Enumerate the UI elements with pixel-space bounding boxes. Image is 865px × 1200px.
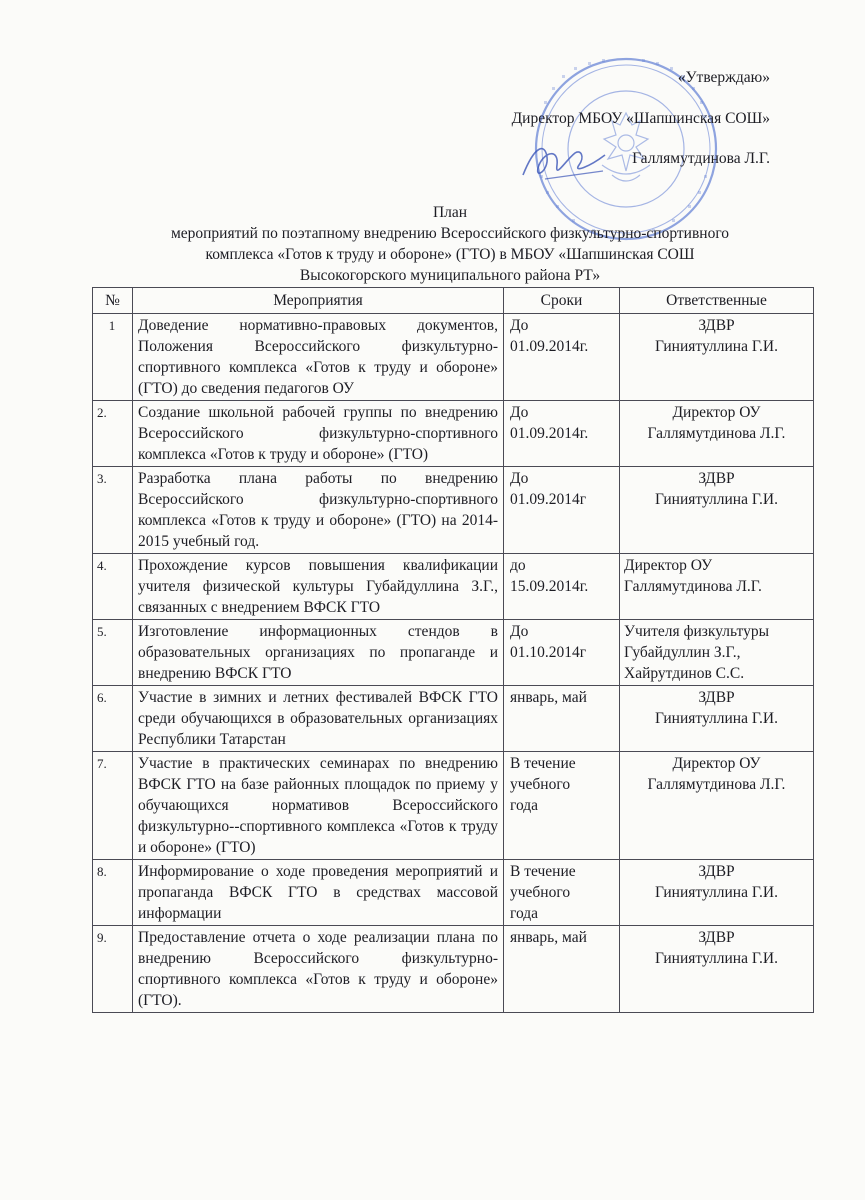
date-line: 15.09.2014г. xyxy=(510,578,589,595)
row-dates xyxy=(504,467,620,554)
resp-line: ЗДВР xyxy=(698,689,735,706)
row-num: 5. xyxy=(93,620,133,686)
title-line-1: План xyxy=(432,204,468,221)
row-dates xyxy=(504,314,620,401)
row-dates xyxy=(504,554,620,620)
resp-line: Гиниятуллина Г.И. xyxy=(655,884,778,901)
date-line: В течение xyxy=(510,863,576,880)
row-activity: Создание школьной рабочей группы по внедрению Всероссийского физкультурно-спортивного комплекса «Готов к труду и обороне» (ГТО) xyxy=(133,401,504,467)
table-row xyxy=(93,752,814,860)
resp-line: ЗДВР xyxy=(698,863,735,880)
row-num: 1 xyxy=(93,314,133,401)
header-activity: Мероприятия xyxy=(133,288,504,314)
row-responsible xyxy=(620,620,814,686)
date-line: 01.09.2014г xyxy=(510,491,587,508)
date-line: 01.09.2014г. xyxy=(510,425,589,442)
row-responsible xyxy=(620,686,814,752)
row-dates xyxy=(504,401,620,467)
table-row xyxy=(93,860,814,926)
resp-line: Директор ОУ xyxy=(672,404,761,421)
row-num: 3. xyxy=(93,467,133,554)
row-dates xyxy=(504,752,620,860)
resp-line: Губайдуллин З.Г., xyxy=(624,644,741,661)
row-dates xyxy=(504,926,620,1013)
date-line: учебного xyxy=(510,776,571,793)
row-dates xyxy=(504,686,620,752)
resp-line: Директор ОУ xyxy=(624,557,713,574)
row-responsible xyxy=(620,554,814,620)
header-responsible: Ответственные xyxy=(620,288,814,314)
approval-signatory: Галлямутдинова Л.Г. xyxy=(632,150,770,167)
title-line-2: мероприятий по поэтапному внедрению Всероссийского физкультурно-спортивного xyxy=(170,225,730,242)
table-row xyxy=(93,314,814,401)
resp-line: ЗДВР xyxy=(698,317,735,334)
document-title xyxy=(100,202,800,286)
row-responsible xyxy=(620,401,814,467)
resp-line: Гиниятуллина Г.И. xyxy=(655,950,778,967)
row-activity: Прохождение курсов повышения квалификации учителя физической культуры Губайдуллина З.Г., связанных с внедрением ВФСК ГТО xyxy=(133,554,504,620)
date-line: года xyxy=(510,797,539,814)
row-num: 9. xyxy=(93,926,133,1013)
date-line: До xyxy=(510,623,529,640)
approval-block xyxy=(512,70,770,167)
resp-line: Галлямутдинова Л.Г. xyxy=(647,425,786,442)
date-line: учебного xyxy=(510,884,571,901)
resp-line: Галлямутдинова Л.Г. xyxy=(647,776,786,793)
row-num: 2. xyxy=(93,401,133,467)
resp-line: Гиниятуллина Г.И. xyxy=(655,491,778,508)
table-row xyxy=(93,554,814,620)
row-activity: Предоставление отчета о ходе реализации плана по внедрению Всероссийского физкультурно-спортивного комплекса «Готов к труду и обороне» (ГТО). xyxy=(133,926,504,1013)
resp-line: Учителя физкультуры xyxy=(624,623,769,640)
row-num: 6. xyxy=(93,686,133,752)
date-line: 01.10.2014г xyxy=(510,644,587,661)
date-line: До xyxy=(510,470,529,487)
title-line-4: Высокогорского муниципального района РТ» xyxy=(299,267,601,284)
date-line: До xyxy=(510,404,529,421)
resp-line: Гиниятуллина Г.И. xyxy=(655,710,778,727)
table-header-row xyxy=(93,288,814,314)
approval-position: Директор МБОУ «Шапшинская СОШ» xyxy=(511,109,770,127)
row-activity: Изготовление информационных стендов в образовательных организациях по пропаганде и внедрению ВФСК ГТО xyxy=(133,620,504,686)
row-dates xyxy=(504,860,620,926)
row-num: 8. xyxy=(93,860,133,926)
approval-heading: «Утверждаю» xyxy=(677,69,770,86)
date-line: январь, май xyxy=(510,689,587,706)
row-num: 7. xyxy=(93,752,133,860)
row-activity: Участие в зимних и летних фестивалей ВФСК ГТО среди обучающихся в образовательных организациях Республики Татарстан xyxy=(133,686,504,752)
header-dates: Сроки xyxy=(504,288,620,314)
row-num: 4. xyxy=(93,554,133,620)
row-activity: Информирование о ходе проведения мероприятий и пропаганда ВФСК ГТО в средствах массовой информации xyxy=(133,860,504,926)
row-activity: Участие в практических семинарах по внедрению ВФСК ГТО на базе районных площадок по приему у обучающихся нормативов Всероссийского физкультурно--спортивного комплекса «Готов к труду и обороне» (ГТО) xyxy=(133,752,504,860)
date-line: года xyxy=(510,905,539,922)
header-num: № xyxy=(93,288,133,314)
title-line-3: комплекса «Готов к труду и обороне» (ГТО) в МБОУ «Шапшинская СОШ xyxy=(205,246,695,263)
table-row xyxy=(93,620,814,686)
date-line: до xyxy=(510,557,526,574)
row-activity: Доведение нормативно-правовых документов, Положения Всероссийского физкультурно-спортивного комплекса «Готов к труду и обороне» (ГТО) до сведения педагогов ОУ xyxy=(133,314,504,401)
table-row xyxy=(93,467,814,554)
plan-table xyxy=(92,287,814,1013)
date-line: До xyxy=(510,317,529,334)
row-dates xyxy=(504,620,620,686)
resp-line: ЗДВР xyxy=(698,929,735,946)
date-line: 01.09.2014г. xyxy=(510,338,589,355)
row-responsible xyxy=(620,467,814,554)
row-responsible xyxy=(620,860,814,926)
date-line: январь, май xyxy=(510,929,587,946)
resp-line: Хайрутдинов С.С. xyxy=(624,665,745,682)
resp-line: ЗДВР xyxy=(698,470,735,487)
resp-line: Гиниятуллина Г.И. xyxy=(655,338,778,355)
resp-line: Галлямутдинова Л.Г. xyxy=(624,578,762,595)
date-line: В течение xyxy=(510,755,576,772)
row-responsible xyxy=(620,752,814,860)
row-responsible xyxy=(620,926,814,1013)
resp-line: Директор ОУ xyxy=(672,755,761,772)
table-row xyxy=(93,926,814,1013)
row-activity: Разработка плана работы по внедрению Всероссийского физкультурно-спортивного комплекса «Готов к труду и обороне» (ГТО) на 2014-2015 учебный год. xyxy=(133,467,504,554)
row-responsible xyxy=(620,314,814,401)
table-row xyxy=(93,401,814,467)
table-row xyxy=(93,686,814,752)
